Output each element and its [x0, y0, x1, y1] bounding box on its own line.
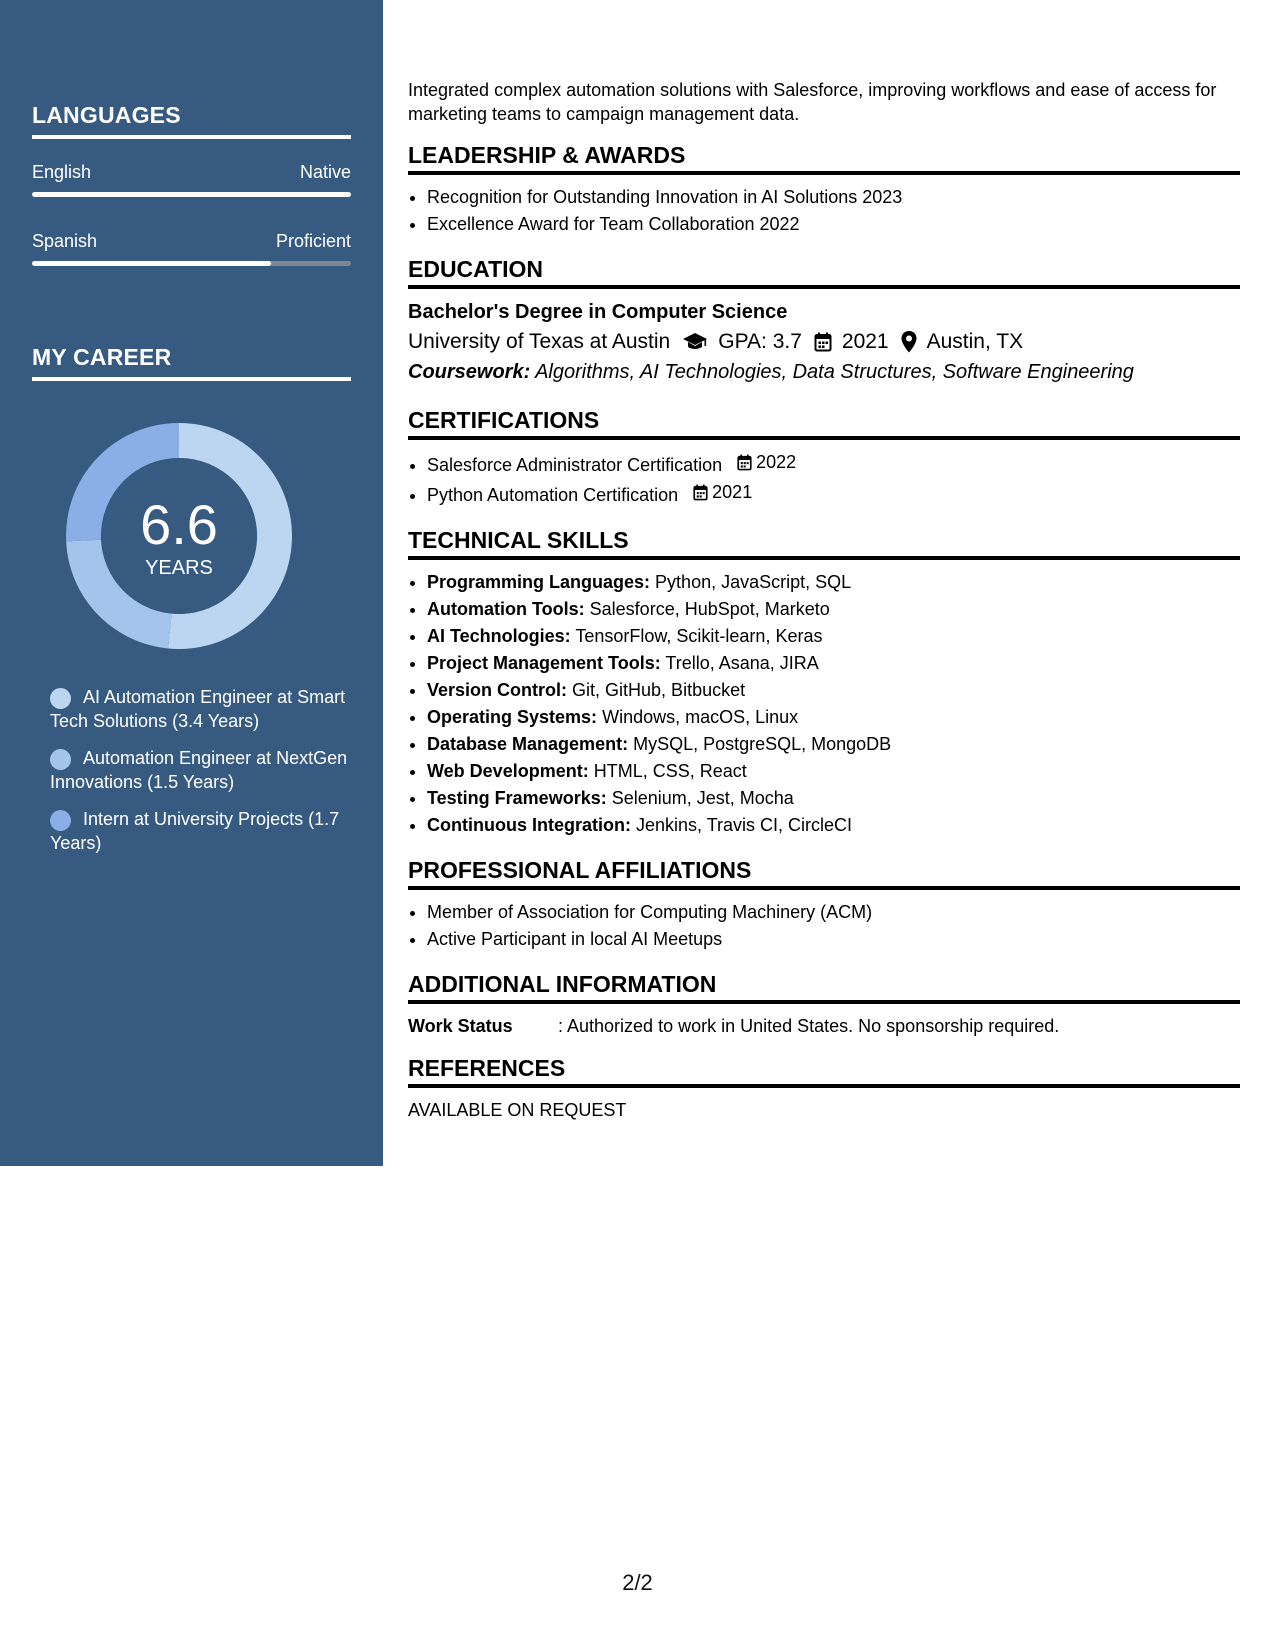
list-item: • Member of Association for Computing Machinery (ACM): [427, 899, 1240, 926]
certification-name: Salesforce Administrator Certification: [427, 455, 723, 475]
skill-label: Testing Frameworks:: [427, 788, 607, 808]
coursework-label: Coursework:: [408, 361, 531, 383]
skill-item: [427, 596, 1240, 623]
language-name: Spanish: [32, 231, 98, 251]
calendar-icon: [737, 454, 752, 471]
language-bar: [32, 261, 351, 266]
language-bar-fill: [32, 192, 351, 197]
list-item: • Excellence Award for Team Collaboration 2022: [427, 211, 1240, 238]
affiliations-heading: PROFESSIONAL AFFILIATIONS: [408, 857, 1240, 890]
skill-label: Automation Tools:: [427, 599, 585, 619]
skills-heading: TECHNICAL SKILLS: [408, 527, 1240, 560]
skill-item: [427, 758, 1240, 785]
work-status-row: [408, 1013, 1240, 1039]
skill-value: Git, GitHub, Bitbucket: [572, 680, 746, 700]
skill-label: Programming Languages:: [427, 572, 651, 592]
skill-value: TensorFlow, Scikit-learn, Keras: [575, 626, 823, 646]
skill-item: [427, 650, 1240, 677]
references-text: AVAILABLE ON REQUEST: [408, 1100, 627, 1120]
language-name: English: [32, 162, 92, 182]
education-heading: EDUCATION: [408, 256, 1240, 289]
intro-text: Integrated complex automation solutions with Salesforce, improving workflows and ease of access for marketing teams to campaign management data.: [408, 80, 1217, 124]
list-item: • Active Participant in local AI Meetups: [427, 926, 1240, 953]
language-level: Native: [299, 162, 351, 182]
career-item: [50, 685, 350, 733]
leadership-list: [408, 184, 1240, 238]
skill-item: [427, 731, 1240, 758]
certification-year: 2022: [756, 452, 797, 472]
skill-value: Trello, Asana, JIRA: [665, 653, 819, 673]
skill-value: HTML, CSS, React: [593, 761, 747, 781]
coursework-value: Algorithms, AI Technologies, Data Structures, Software Engineering: [535, 361, 1134, 383]
career-donut: [66, 423, 292, 649]
legend-dot-icon: [50, 810, 71, 831]
skill-item: [427, 677, 1240, 704]
skill-label: Continuous Integration:: [427, 815, 631, 835]
language-level: Proficient: [275, 231, 351, 251]
affiliations-list: [408, 899, 1240, 953]
career-list: [50, 685, 350, 868]
work-status-label: Work Status: [408, 1016, 513, 1036]
skill-value: MySQL, PostgreSQL, MongoDB: [633, 734, 892, 754]
skill-label: Operating Systems:: [427, 707, 598, 727]
graduation-cap-icon: [682, 332, 708, 352]
career-label: Automation Engineer at NextGen Innovations (1.5 Years): [50, 748, 348, 792]
education-gpa: GPA: 3.7: [718, 330, 802, 353]
skill-item: [427, 623, 1240, 650]
leadership-heading: LEADERSHIP & AWARDS: [408, 142, 1240, 175]
skill-label: Database Management:: [427, 734, 629, 754]
calendar-icon: [814, 332, 832, 352]
skill-value: Jenkins, Travis CI, CircleCI: [635, 815, 853, 835]
career-label: Intern at University Projects (1.7 Years): [50, 809, 340, 853]
work-status-value: : Authorized to work in United States. No sponsorship required.: [558, 1016, 1060, 1036]
skill-label: Project Management Tools:: [427, 653, 661, 673]
language-bar-fill: [32, 261, 271, 266]
certifications-list: [408, 449, 1240, 509]
skill-label: Version Control:: [427, 680, 568, 700]
career-total: [66, 423, 292, 649]
career-heading: MY CAREER: [32, 344, 351, 381]
main-content: [408, 78, 1240, 1123]
career-total-unit: YEARS: [145, 556, 213, 579]
education-location: Austin, TX: [926, 330, 1024, 353]
skills-list: [408, 569, 1240, 839]
skill-value: Salesforce, HubSpot, Marketo: [589, 599, 830, 619]
skill-label: Web Development:: [427, 761, 589, 781]
legend-dot-icon: [50, 749, 71, 770]
certification-year: 2021: [712, 482, 753, 502]
skill-item: [427, 569, 1240, 596]
skill-value: Python, JavaScript, SQL: [655, 572, 852, 592]
page-number: 2/2: [622, 1570, 653, 1595]
skill-label: AI Technologies:: [427, 626, 571, 646]
education-details: [408, 326, 1240, 357]
references-heading: REFERENCES: [408, 1055, 1240, 1088]
calendar-icon: [693, 484, 708, 501]
legend-dot-icon: [50, 688, 71, 709]
career-item: [50, 807, 350, 855]
additional-heading: ADDITIONAL INFORMATION: [408, 971, 1240, 1004]
career-total-value: 6.6: [140, 492, 218, 556]
list-item: [427, 479, 1240, 509]
skill-value: Windows, macOS, Linux: [602, 707, 799, 727]
education-degree: Bachelor's Degree in Computer Science: [408, 301, 788, 323]
location-pin-icon: [901, 331, 917, 353]
list-item: [427, 449, 1240, 479]
skill-item: [427, 704, 1240, 731]
skill-item: [427, 785, 1240, 812]
certification-name: Python Automation Certification: [427, 485, 679, 505]
career-label: AI Automation Engineer at Smart Tech Solutions (3.4 Years): [50, 687, 346, 731]
career-item: [50, 746, 350, 794]
languages-heading: LANGUAGES: [32, 102, 351, 139]
skill-item: [427, 812, 1240, 839]
education-year: 2021: [841, 330, 889, 353]
sidebar: [0, 0, 383, 1166]
list-item: • Recognition for Outstanding Innovation in AI Solutions 2023: [427, 184, 1240, 211]
skill-value: Selenium, Jest, Mocha: [611, 788, 794, 808]
education-school: University of Texas at Austin: [408, 330, 671, 353]
education-coursework: [408, 357, 1240, 387]
certifications-heading: CERTIFICATIONS: [408, 407, 1240, 440]
language-bar: [32, 192, 351, 197]
